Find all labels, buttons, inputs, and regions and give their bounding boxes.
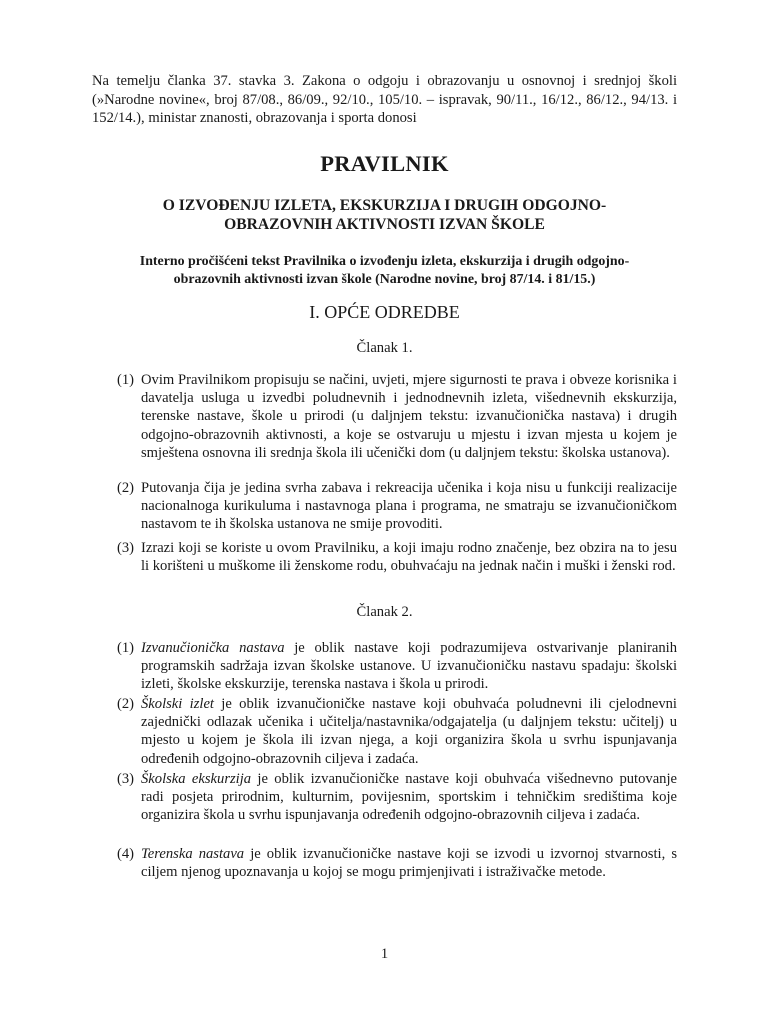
page-number: 1 xyxy=(380,946,389,962)
subtitle-line-1: O IZVOĐENJU IZLETA, EKSKURZIJA I DRUGIH ODGOJNO- xyxy=(162,197,607,214)
document-subtitle xyxy=(112,196,657,234)
preamble-paragraph: Na temelju članka 37. stavka 3. Zakona o odgoju i obrazovanju u osnovnoj i srednjoj školi (»Narodne novine«, broj 87/08., 86/09., 92/10., 105/10. – ispravak, 90/11., 16/12., 86/12., 94/13. i 152/14.), ministar znanosti, obrazovanja i sporta donosi xyxy=(92,73,677,126)
article-2-item-4 xyxy=(117,845,677,881)
article-2-item-1 xyxy=(117,639,677,694)
article-1-item-1 xyxy=(117,371,677,462)
article-2-item-2 xyxy=(117,695,677,768)
item-text: je oblik izvanučioničke nastave koji se izvodi u izvornoj stvarnosti, s ciljem njenog upoznavanja u kojoj se mogu primjenjivati i istraživačke metode. xyxy=(141,846,677,881)
item-body xyxy=(141,770,677,825)
item-number: (3) xyxy=(117,771,135,787)
item-text: je oblik izvanučioničke nastave koji obuhvaća višednevno putovanje radi posjeta prirodnim, kulturnim, povijesnim, sportskim i tehničkim središtima koje organizira škola u svrhu ispunjavanja određenih odgojno-obrazovnih ciljeva i zadaća. xyxy=(141,771,678,824)
item-body xyxy=(141,845,677,881)
section-heading: I. OPĆE ODREDBE xyxy=(309,302,460,322)
item-text: Izrazi koji se koriste u ovom Pravilniku, a koji imaju rodno značenje, bez obzira na to jesu li korišteni u muškome ili ženskome rodu, obuhvaćaju na jednak način i muški i ženski rod. xyxy=(141,540,677,575)
article-2-item-3 xyxy=(117,770,677,825)
item-text: je oblik nastave koji podrazumijeva ostvarivanje planiranih programskih sadržaja izvan školske ustanove. U izvanučioničku nastavu spadaju: školski izleti, školske ekskurzije, terenska nastava i škola u prirodi. xyxy=(141,640,677,693)
item-text: Putovanja čija je jedina svrha zabava i rekreacija učenika i koja nisu u funkciji realizacije nacionalnoga kurikuluma i nastavnoga plana i programa, ne smatraju se izvanučioničkom nastavom te ih školska ustanova ne smije provoditi. xyxy=(141,480,677,533)
item-text: je oblik izvanučioničke nastave koji obuhvaća poludnevni ili cjelodnevni zajednički odlazak učenika i učitelja/nastavnika/odgajatelja (u daljnjem tekstu: učitelj) u mjesto u kojem je škola ili izvan njega, a koji organizira škola u svrhu ispunjavanja određenih odgojno-obrazovnih ciljeva i zadaća. xyxy=(141,696,677,767)
article-1-heading: Članak 1. xyxy=(356,340,413,356)
article-2-heading: Članak 2. xyxy=(356,604,413,620)
defined-term: Izvanučionička nastava xyxy=(141,640,285,656)
item-number: (3) xyxy=(117,540,135,556)
note-line-1: Interno pročišćeni tekst Pravilnika o izvođenju izleta, ekskurzija i drugih odgojno- xyxy=(139,254,630,269)
defined-term: Terenska nastava xyxy=(141,846,245,862)
article-1-item-3 xyxy=(117,539,677,575)
document-page xyxy=(92,0,677,1024)
item-body xyxy=(141,639,677,694)
defined-term: Školski izlet xyxy=(141,696,214,712)
item-number: (2) xyxy=(117,480,135,496)
item-text: Ovim Pravilnikom propisuju se načini, uvjeti, mjere sigurnosti te prava i obveze korisnika i davatelja usluga u izvedbi poludnevnih i jednodnevnih izleta, višednevnih ekskurzija, terenske nastave, škole u prirodi (u daljnjem tekstu: izvanučionička nastava) i drugih odgojno-obrazovnih aktivnosti, a koje se ostvaruju u mjestu i izvan mjesta u kojem je smještena osnovna ili srednja škola ili učenički dom (u daljnjem tekstu: školska ustanova). xyxy=(141,372,677,461)
item-number: (4) xyxy=(117,846,135,862)
item-number: (1) xyxy=(117,640,135,656)
article-1-item-2 xyxy=(117,479,677,534)
document-title: PRAVILNIK xyxy=(320,151,449,176)
consolidated-text-note xyxy=(102,253,667,289)
item-body xyxy=(141,695,677,768)
item-number: (1) xyxy=(117,372,135,388)
defined-term: Školska ekskurzija xyxy=(141,771,252,787)
subtitle-line-2: OBRAZOVNIH AKTIVNOSTI IZVAN ŠKOLE xyxy=(224,216,545,233)
note-line-2: obrazovnih aktivnosti izvan škole (Narodne novine, broj 87/14. i 81/15.) xyxy=(173,272,596,287)
item-number: (2) xyxy=(117,696,135,712)
